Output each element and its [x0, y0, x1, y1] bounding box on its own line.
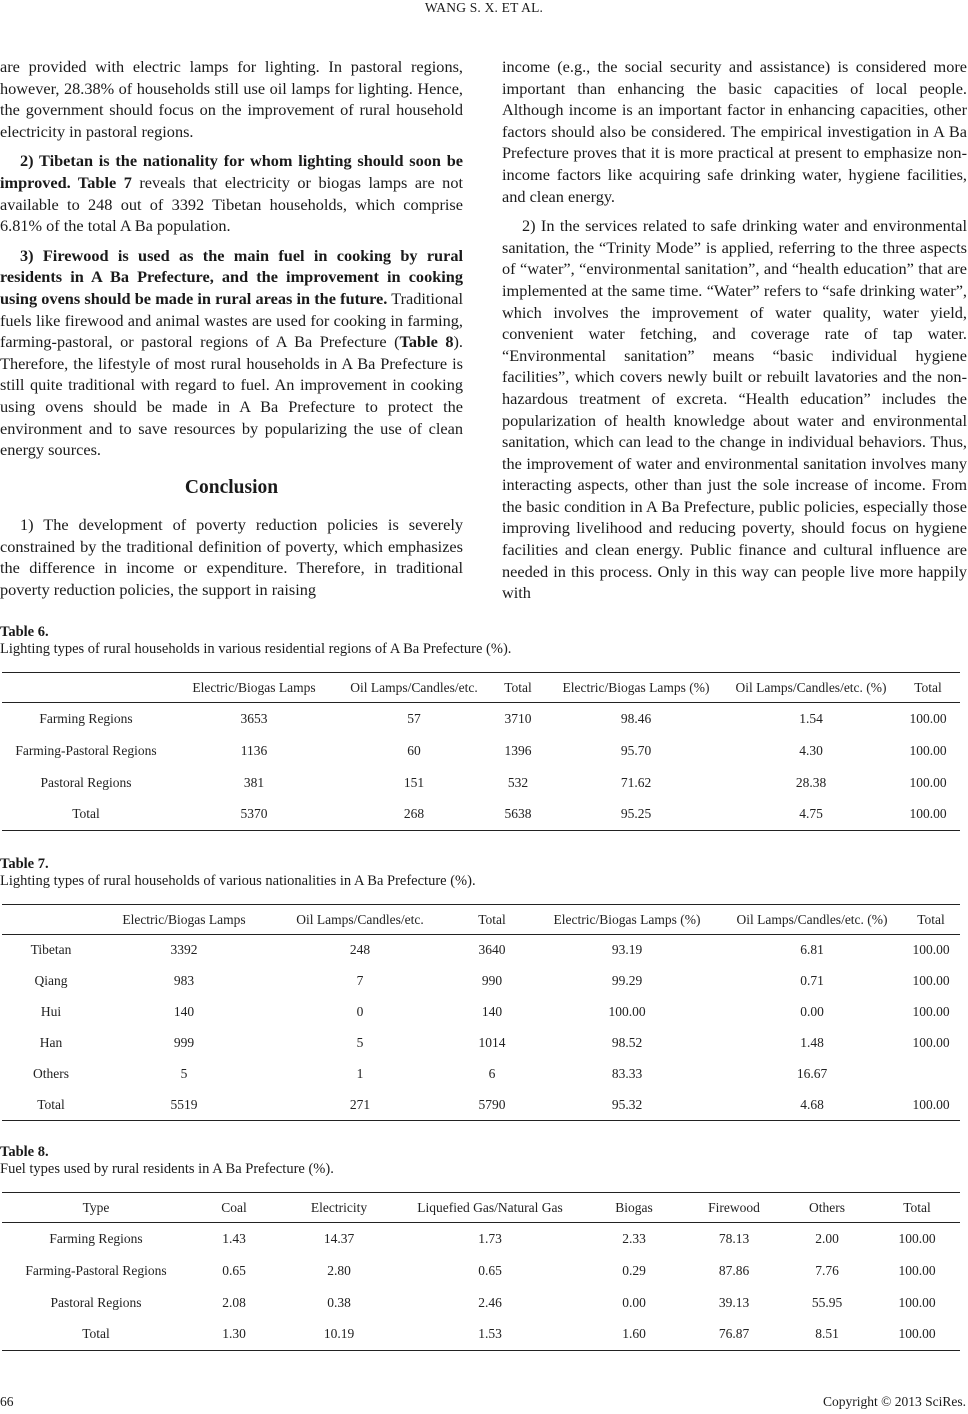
table7-cell — [902, 1059, 960, 1090]
table7-caption — [0, 856, 476, 890]
table6-cell: 3653 — [240, 710, 268, 726]
table7-cell: 100.00 — [912, 1035, 950, 1050]
left-para-4: 1) The development of poverty reduction policies is severely constrained by the traditional definition of poverty, which emphasizes the difference in income or expenditure. Therefore, in traditional poverty reduction policies, the support in raising — [0, 515, 463, 600]
table7-row-label: Others — [33, 1066, 69, 1081]
table8-header-cell: Firewood — [708, 1199, 760, 1215]
table8-cell: 14.37 — [323, 1230, 355, 1246]
table7-header-cell: Electric/Biogas Lamps (%) — [553, 911, 701, 927]
table6-row-label: Farming Regions — [39, 710, 133, 726]
table7-cell: 3392 — [170, 942, 198, 958]
table8-header-cell: Liquefied Gas/Natural Gas — [417, 1199, 563, 1215]
table7-cell: 990 — [481, 973, 503, 988]
table6 — [2, 672, 960, 831]
running-header: WANG S. X. ET AL. — [424, 0, 544, 15]
table7-row — [2, 966, 960, 997]
table8-cell: 87.86 — [718, 1262, 750, 1278]
table7-cell: 3640 — [478, 942, 506, 958]
table7-cell: 100.00 — [912, 1004, 950, 1019]
table8-cell: 1.30 — [222, 1326, 246, 1342]
table8-cell: 1.60 — [622, 1326, 646, 1342]
table8-header-cell: Total — [903, 1199, 931, 1215]
left-para-3 — [0, 245, 463, 461]
table8-row-label: Pastoral Regions — [50, 1294, 142, 1310]
table8-cell: 76.87 — [718, 1326, 750, 1342]
table7 — [2, 904, 960, 1121]
table7-row-label: Qiang — [34, 973, 68, 988]
table8-cell: 55.95 — [811, 1294, 843, 1310]
table7-header-cell: Oil Lamps/Candles/etc. (%) — [736, 911, 888, 927]
table7-cell: 99.29 — [611, 973, 643, 988]
table8-row — [2, 1255, 960, 1287]
table7-cell: 98.52 — [611, 1035, 643, 1050]
table8-cell: 2.33 — [622, 1230, 646, 1246]
table8-row-label: Farming-Pastoral Regions — [25, 1262, 167, 1278]
table7-cell: 140 — [173, 1004, 195, 1019]
table6-cell: 1136 — [240, 742, 268, 758]
table6-header-cell: Oil Lamps/Candles/etc. (%) — [735, 679, 887, 695]
table7-cell: 5519 — [170, 1096, 198, 1112]
table7-cell: 248 — [349, 942, 371, 958]
table7-cell: 1.48 — [800, 1035, 824, 1050]
left-column — [0, 56, 463, 601]
table7-cell: 999 — [173, 1035, 195, 1050]
table7-row — [2, 1059, 960, 1090]
table6-row-label: Pastoral Regions — [40, 774, 132, 790]
table7-row-label: Hui — [40, 1004, 62, 1019]
table6-cell: 3710 — [504, 710, 532, 726]
table8-cell: 7.76 — [815, 1262, 839, 1278]
table6-cell: 100.00 — [909, 710, 947, 726]
table8-cell: 2.00 — [815, 1230, 839, 1246]
table8-title: Fuel types used by rural residents in A Ba Prefecture (%). — [0, 1161, 334, 1177]
table8-cell: 39.13 — [718, 1294, 750, 1310]
table6-cell: 4.30 — [799, 742, 823, 758]
right-para-2: 2) In the services related to safe drinking water and environmental sanitation, the “Trinity Mode” is applied, referring to the three aspects of “water”, “environmental sanitation”, and “health education” that are implemented at the same time. “Water” refers to “safe drinking water”, which involves the improvement of water quality, water yield, convenient water fetching, and coverage rate of tap water. “Environmental sanitation” means “basic individual hygiene facilities”, which covers newly built or rebuilt lavatories and the non-hazardous treatment of excreta. “Health education” includes the popularization of health knowledge about water and environmental sanitation, which can lead to the change in individual behaviors. Thus, the improvement of water and environmental sanitation involves many interacting aspects, other than just the sole increase of income. From the basic condition in A Ba Prefecture, public policies, especially those improving livelihood and reducing poverty, should focus on hygiene facilities and clean energy. Public finance and cultural influence are needed in this process. Only in this way can people live more happily with — [502, 216, 967, 603]
table6-cell: 98.46 — [620, 710, 652, 726]
table8-label: Table 8. — [0, 1144, 49, 1160]
table8-header-row — [2, 1193, 960, 1223]
table6-header-row — [2, 673, 960, 703]
table6-cell: 95.70 — [620, 742, 652, 758]
table7-header-cell: Total — [478, 911, 506, 927]
table8-cell: 0.29 — [622, 1262, 646, 1278]
table7-header-cell — [2, 905, 100, 935]
table6-row — [2, 735, 960, 767]
table7-cell: 100.00 — [608, 1004, 646, 1019]
copyright-notice: Copyright © 2013 SciRes. — [822, 1394, 966, 1409]
table7-cell: 16.67 — [796, 1066, 828, 1081]
table6-cell: 381 — [243, 774, 265, 790]
table7-cell: 1 — [356, 1066, 364, 1081]
table8-cell: 2.46 — [478, 1294, 502, 1310]
table7-header-cell: Oil Lamps/Candles/etc. — [296, 911, 424, 927]
table8-cell: 0.65 — [478, 1262, 502, 1278]
table8 — [2, 1192, 960, 1351]
table7-row — [2, 1028, 960, 1059]
table6-caption — [0, 624, 511, 658]
left-para-2 — [0, 150, 463, 236]
table6-cell: 1.54 — [799, 710, 823, 726]
table7-cell: 1014 — [478, 1035, 506, 1050]
table7-cell: 83.33 — [611, 1066, 643, 1081]
table7-cell: 0.00 — [800, 1004, 824, 1019]
table7-cell: 0.71 — [800, 973, 824, 988]
table8-cell: 1.43 — [222, 1230, 246, 1246]
table7-cell: 5790 — [478, 1096, 506, 1112]
table7-row-label: Tibetan — [30, 942, 72, 958]
table7-title: Lighting types of rural households of various nationalities in A Ba Prefecture (%). — [0, 873, 476, 889]
table7-cell: 983 — [173, 973, 195, 988]
page-number: 66 — [0, 1394, 14, 1409]
para2-body: reveals that electricity or biogas lamps are not available to 248 out of 3392 Tibetan households, which comprise 6.81% of the total A Ba population. — [0, 172, 463, 236]
table8-cell: 0.38 — [327, 1294, 351, 1310]
table7-row-label: Total — [37, 1096, 65, 1112]
para3-body-a: Traditional fuels like firewood and animal wastes are used for cooking in farming, farming-pastoral, or pastoral regions of A Ba Prefecture ( — [0, 288, 463, 352]
table7-cell: 271 — [349, 1096, 371, 1112]
table8-cell: 100.00 — [898, 1326, 936, 1342]
table8-header-cell: Coal — [221, 1199, 247, 1215]
table7-cell: 100.00 — [912, 942, 950, 958]
table8-header-cell: Biogas — [615, 1199, 653, 1215]
table8-row — [2, 1287, 960, 1319]
table8-cell: 1.73 — [478, 1230, 502, 1246]
table6-cell: 57 — [407, 710, 421, 726]
table6-cell: 100.00 — [909, 806, 947, 822]
table8-header-cell: Others — [809, 1199, 845, 1215]
table8-cell: 0.65 — [222, 1262, 246, 1278]
table6-cell: 100.00 — [909, 742, 947, 758]
right-para-1: income (e.g., the social security and assistance) is considered more important than enhancing the basic capacities of local people. Although income is an important factor in enhancing capacities, other factors should also be considered. The empirical investigation in A Ba Prefecture proves that it is more practical at present to emphasize non-income factors like acquiring safe drinking water, hygiene facilities, and clean energy. — [502, 57, 967, 206]
table6-cell: 28.38 — [795, 774, 827, 790]
table7-row — [2, 1090, 960, 1121]
table6-header-cell: Total — [504, 679, 532, 695]
table7-cell: 6 — [488, 1066, 496, 1081]
para3-bold-lead: 3) Firewood is used as the main fuel in cooking by rural residents in A Ba Prefecture, and the improvement in cooking using ovens should be made in rural areas in the future. — [0, 245, 463, 308]
table8-cell: 2.08 — [222, 1294, 246, 1310]
para3-body-b: ). Therefore, the lifestyle of most rural households in A Ba Prefecture is still quite traditional with regard to fuel. An improvement in cooking using ovens should be made in A Ba Prefecture to protect the environment and to save resources by popularizing the use of clean energy sources. — [0, 332, 463, 460]
table7-cell: 93.19 — [611, 942, 643, 958]
table7-row — [2, 997, 960, 1028]
table8-cell: 2.80 — [327, 1262, 351, 1278]
table6-row — [2, 767, 960, 799]
table6-header-cell: Oil Lamps/Candles/etc. — [350, 679, 478, 695]
table7-cell: 100.00 — [912, 973, 950, 988]
table6-title: Lighting types of rural households in various residential regions of A Ba Prefecture (%). — [0, 641, 512, 657]
table8-caption — [0, 1144, 334, 1178]
table6-row — [2, 703, 960, 735]
table8-cell: 100.00 — [898, 1294, 936, 1310]
table7-row-label: Han — [39, 1035, 63, 1050]
table7-cell: 6.81 — [800, 942, 824, 958]
table8-cell: 8.51 — [815, 1326, 839, 1342]
para2-bold-lead: 2) Tibetan is the nationality for whom lighting should soon be improved. Table 7 — [0, 151, 463, 192]
table8-row-label: Farming Regions — [49, 1230, 143, 1246]
table6-cell: 4.75 — [799, 806, 823, 822]
table8-header-cell: Type — [82, 1199, 110, 1215]
table7-label: Table 7. — [0, 856, 49, 872]
conclusion-heading: Conclusion — [184, 476, 279, 498]
table6-row-label: Farming-Pastoral Regions — [15, 742, 157, 758]
table6-cell: 95.25 — [620, 806, 652, 822]
table7-cell: 5 — [180, 1066, 188, 1081]
table8-cell: 0.00 — [622, 1294, 646, 1310]
table7-cell: 100.00 — [912, 1096, 950, 1112]
table8-cell: 10.19 — [323, 1326, 355, 1342]
table8-cell: 100.00 — [898, 1262, 936, 1278]
table7-cell: 7 — [356, 973, 364, 988]
table7-cell: 140 — [481, 1004, 503, 1019]
table8-reference[interactable]: Table 8 — [399, 332, 454, 352]
table6-header-cell: Electric/Biogas Lamps (%) — [562, 679, 710, 695]
table6-header-cell — [2, 673, 170, 703]
table6-cell: 151 — [403, 774, 425, 790]
table6-cell: 5370 — [240, 806, 268, 822]
table6-cell: 100.00 — [909, 774, 947, 790]
table6-header-cell: Electric/Biogas Lamps — [192, 679, 316, 695]
table7-cell: 5 — [356, 1035, 364, 1050]
table7-cell: 4.68 — [800, 1096, 824, 1112]
table7-header-row — [2, 905, 960, 935]
table6-cell: 268 — [403, 806, 425, 822]
table8-cell: 1.53 — [478, 1326, 502, 1342]
table8-cell: 78.13 — [718, 1230, 750, 1246]
table6-label: Table 6. — [0, 624, 49, 640]
table6-cell: 5638 — [504, 806, 532, 822]
table6-header-cell: Total — [914, 679, 942, 695]
table8-row-label: Total — [82, 1326, 110, 1342]
table8-cell: 100.00 — [898, 1230, 936, 1246]
table7-row — [2, 935, 960, 966]
table7-header-cell: Total — [917, 911, 945, 927]
table6-row — [2, 799, 960, 831]
table8-row — [2, 1223, 960, 1255]
table6-cell: 60 — [407, 742, 421, 758]
table6-cell: 532 — [507, 774, 529, 790]
table7-cell: 95.32 — [611, 1096, 643, 1112]
table6-cell: 1396 — [504, 742, 532, 758]
table8-row — [2, 1319, 960, 1351]
table7-cell: 0 — [356, 1004, 364, 1019]
table7-header-cell: Electric/Biogas Lamps — [122, 911, 246, 927]
right-column — [502, 56, 967, 604]
table6-cell: 71.62 — [620, 774, 652, 790]
table8-header-cell: Electricity — [310, 1199, 368, 1215]
left-para-1: are provided with electric lamps for lighting. In pastoral regions, however, 28.38% of households still use oil lamps for lighting. Hence, the government should focus on the improvement of rural household electricity in pastoral regions. — [0, 57, 463, 141]
table6-row-label: Total — [72, 806, 100, 822]
